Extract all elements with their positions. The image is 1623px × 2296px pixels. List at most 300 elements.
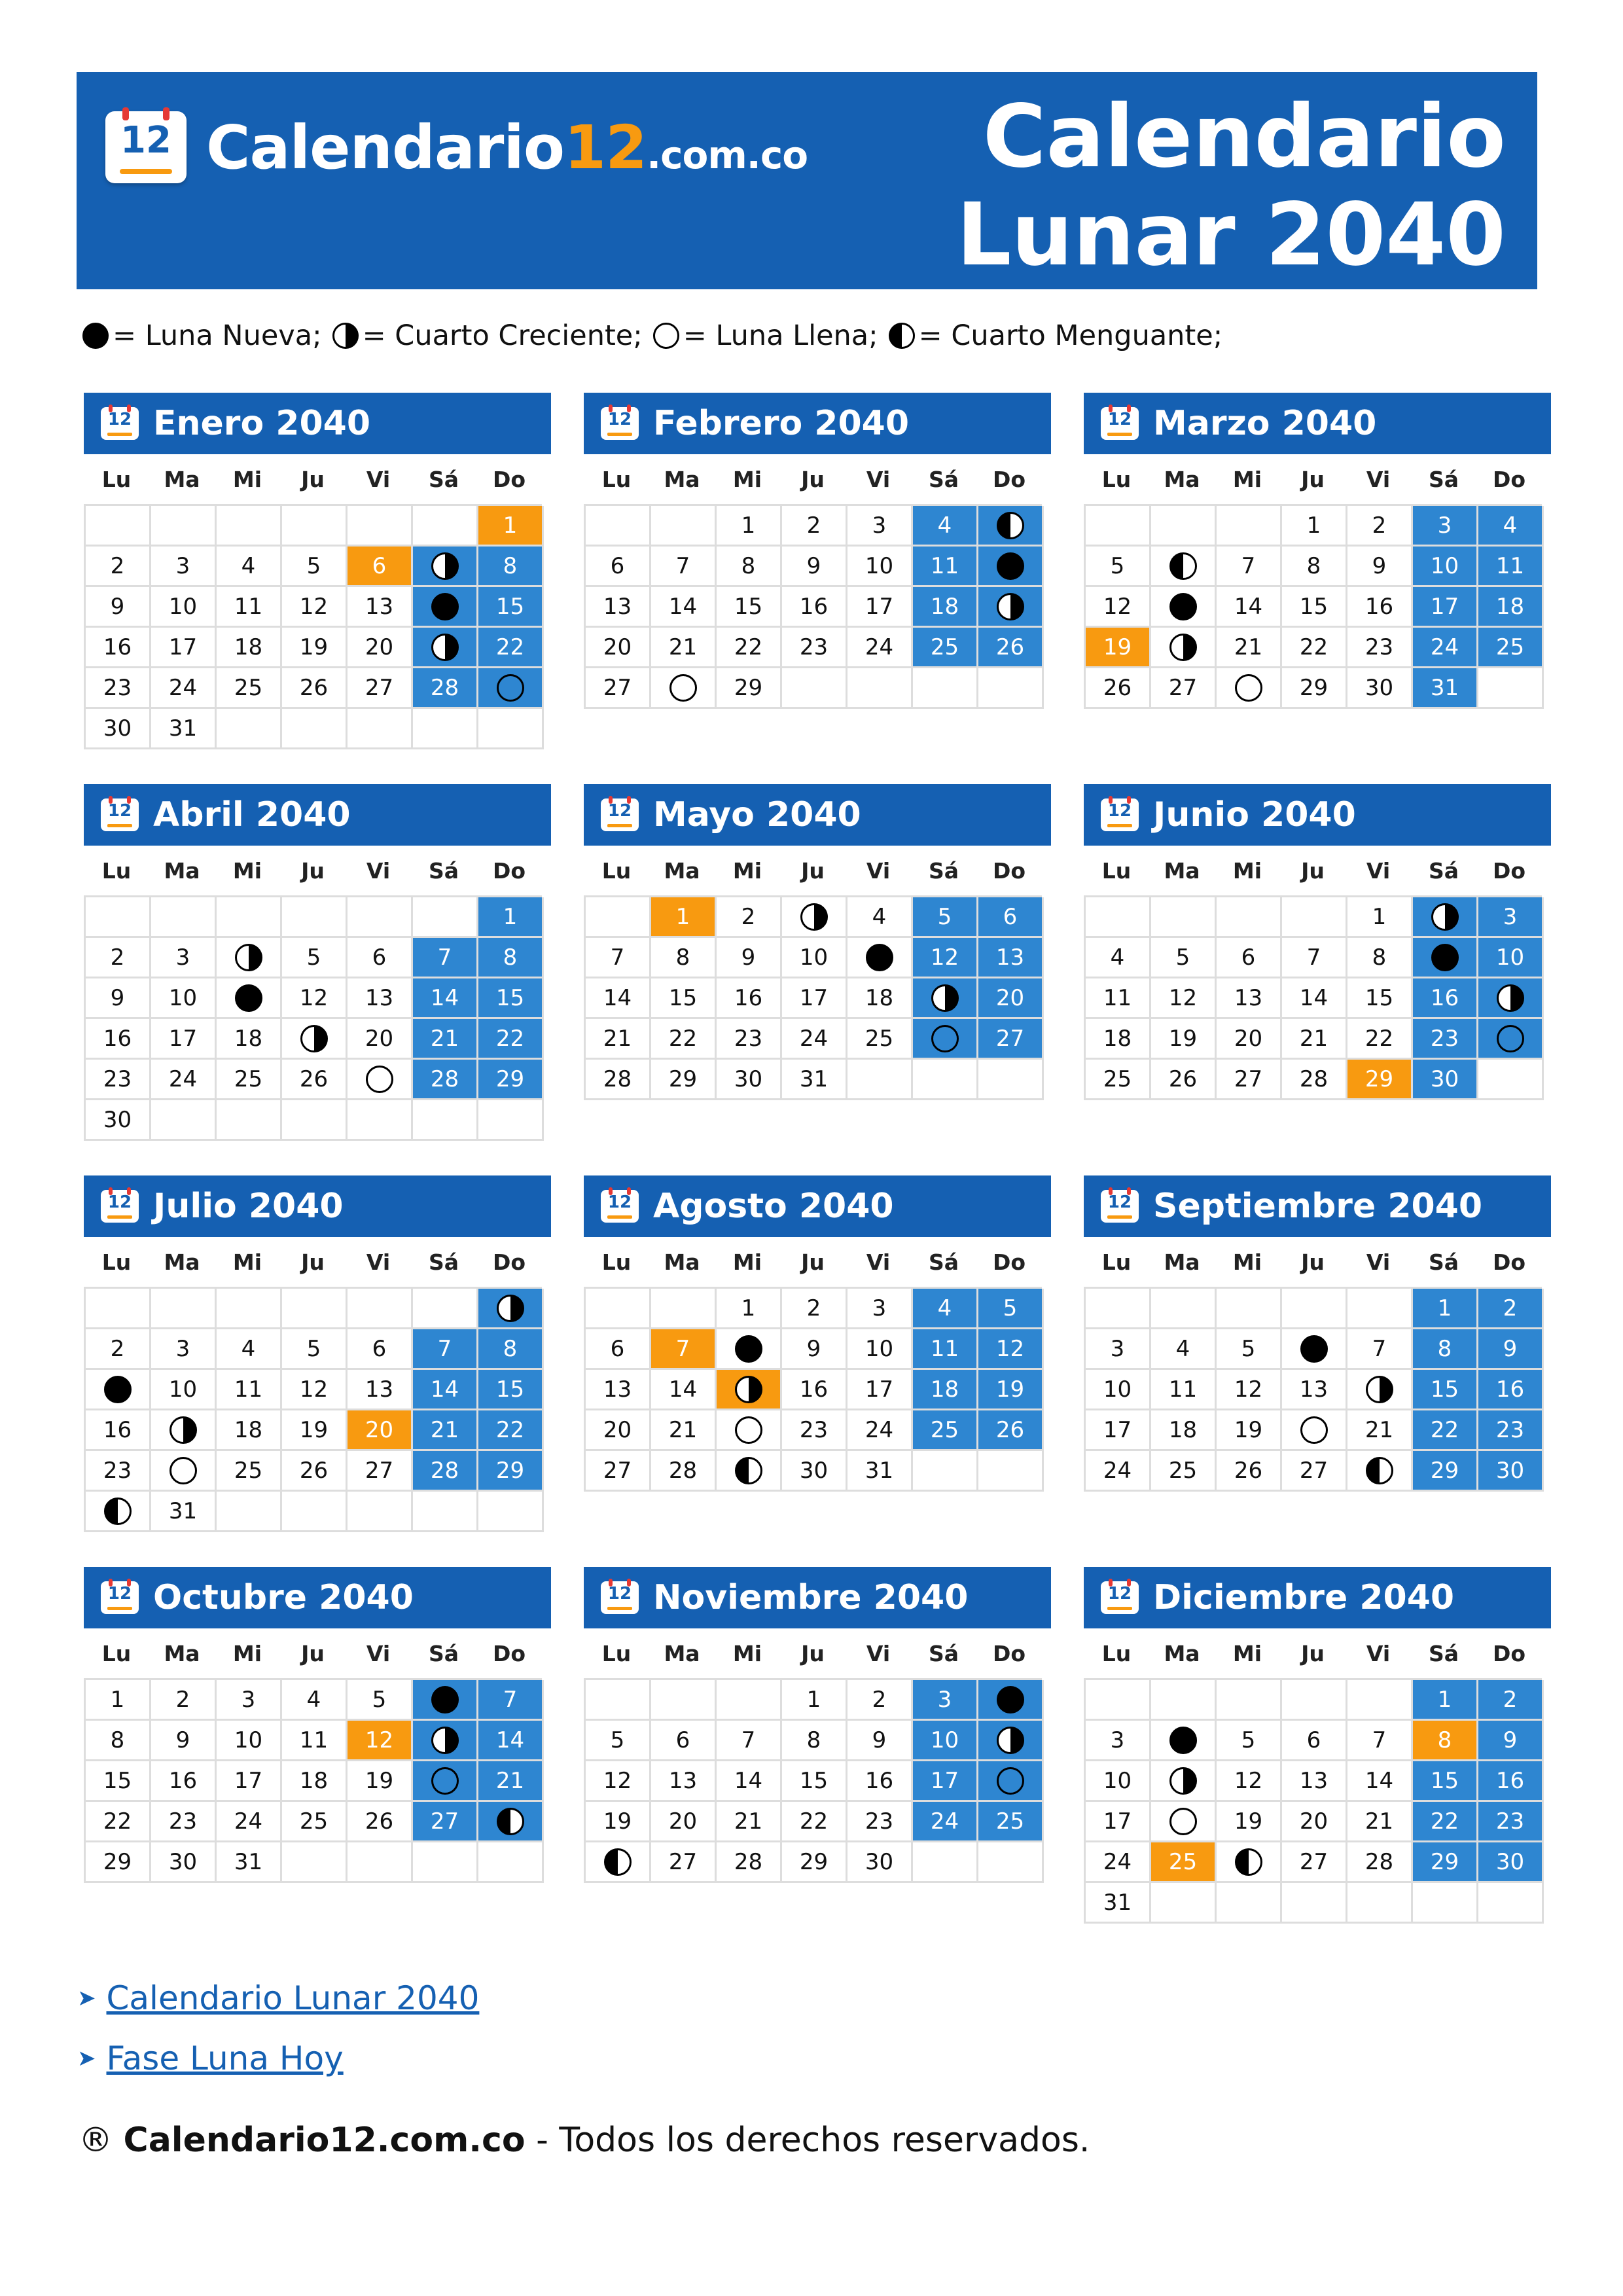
- empty-cell: [478, 1842, 544, 1883]
- day-cell: 12: [348, 1721, 413, 1761]
- empty-cell: [1478, 1883, 1544, 1924]
- day-cell: 8: [651, 938, 717, 978]
- day-grid: [584, 1287, 1042, 1492]
- day-cell: [1282, 1410, 1347, 1451]
- last-quarter-icon: [889, 323, 915, 349]
- day-cell: 27: [348, 668, 413, 709]
- calendar-icon: 12: [1101, 407, 1139, 440]
- calendar-icon: 12: [1101, 798, 1139, 831]
- day-cell: 15: [1282, 587, 1347, 628]
- empty-cell: [348, 1289, 413, 1329]
- day-cell: 10: [151, 1370, 217, 1410]
- day-cell: 16: [86, 1019, 151, 1060]
- day-cell: [978, 1721, 1044, 1761]
- new-moon-icon: [82, 323, 109, 349]
- empty-cell: [1151, 897, 1217, 938]
- empty-cell: [282, 1100, 348, 1141]
- day-cell: 19: [1217, 1802, 1282, 1842]
- weekday-label: Do: [992, 466, 1026, 492]
- day-cell: 7: [413, 938, 478, 978]
- link-calendario-lunar[interactable]: ➤ Calendario Lunar 2040: [77, 1979, 480, 2017]
- weekday-header-row: [584, 454, 1042, 504]
- day-cell: 7: [413, 1329, 478, 1370]
- weekday-label: Ma: [1164, 466, 1200, 492]
- day-cell: [1413, 897, 1478, 938]
- day-cell: 6: [651, 1721, 717, 1761]
- last-quarter-icon: [735, 1457, 762, 1484]
- day-cell: 11: [913, 1329, 978, 1370]
- day-cell: 13: [1282, 1761, 1347, 1802]
- day-cell: 27: [1151, 668, 1217, 709]
- day-grid: [84, 1287, 542, 1532]
- month-calendar: [584, 784, 1051, 1100]
- day-cell: 26: [1217, 1451, 1282, 1492]
- day-cell: 21: [717, 1802, 782, 1842]
- weekday-label: Ju: [801, 857, 825, 884]
- day-cell: 25: [1151, 1842, 1217, 1883]
- day-cell: 5: [913, 897, 978, 938]
- day-cell: [782, 897, 847, 938]
- day-cell: 10: [1086, 1761, 1151, 1802]
- day-cell: 23: [1478, 1802, 1544, 1842]
- empty-cell: [151, 1100, 217, 1141]
- day-cell: 12: [282, 1370, 348, 1410]
- empty-cell: [348, 709, 413, 749]
- day-cell: 24: [913, 1802, 978, 1842]
- day-cell: [1151, 1761, 1217, 1802]
- day-cell: 22: [478, 1019, 544, 1060]
- day-cell: 14: [651, 587, 717, 628]
- day-cell: 18: [217, 1019, 282, 1060]
- full-moon-icon: [1300, 1416, 1328, 1444]
- day-cell: 10: [151, 978, 217, 1019]
- month-title: Junio 2040: [1153, 795, 1356, 834]
- day-cell: 23: [782, 628, 847, 668]
- day-cell: 15: [478, 978, 544, 1019]
- weekday-label: Ma: [164, 857, 200, 884]
- day-cell: 28: [413, 668, 478, 709]
- empty-cell: [86, 506, 151, 547]
- calendar-icon: 12: [101, 407, 139, 440]
- empty-cell: [1413, 1883, 1478, 1924]
- day-cell: 10: [151, 587, 217, 628]
- day-cell: 4: [1151, 1329, 1217, 1370]
- empty-cell: [348, 1492, 413, 1532]
- day-cell: 4: [217, 547, 282, 587]
- new-moon-icon: [997, 1686, 1024, 1713]
- day-cell: 30: [1478, 1842, 1544, 1883]
- day-cell: 8: [1282, 547, 1347, 587]
- day-cell: 11: [1151, 1370, 1217, 1410]
- day-grid: [84, 1678, 542, 1883]
- day-cell: 14: [413, 1370, 478, 1410]
- empty-cell: [282, 1842, 348, 1883]
- empty-cell: [348, 1100, 413, 1141]
- day-grid: [84, 504, 542, 749]
- empty-cell: [1086, 506, 1151, 547]
- month-header: [84, 1567, 551, 1628]
- empty-cell: [782, 668, 847, 709]
- weekday-header-row: [1084, 454, 1542, 504]
- day-cell: 13: [1217, 978, 1282, 1019]
- weekday-label: Mi: [232, 1640, 262, 1666]
- empty-cell: [348, 1842, 413, 1883]
- day-cell: 4: [1478, 506, 1544, 547]
- weekday-label: Ma: [664, 1640, 700, 1666]
- calendar-icon: 12: [1101, 1190, 1139, 1223]
- moon-phase-legend: [82, 319, 1222, 352]
- day-cell: 21: [478, 1761, 544, 1802]
- day-cell: 15: [478, 587, 544, 628]
- day-cell: 14: [586, 978, 651, 1019]
- day-cell: 18: [1151, 1410, 1217, 1451]
- day-cell: 1: [478, 506, 544, 547]
- day-cell: 28: [717, 1842, 782, 1883]
- full-moon-icon: [1497, 1025, 1524, 1052]
- empty-cell: [1282, 1883, 1347, 1924]
- full-moon-icon: [497, 674, 524, 702]
- empty-cell: [413, 709, 478, 749]
- empty-cell: [1151, 1289, 1217, 1329]
- empty-cell: [217, 1289, 282, 1329]
- day-cell: 14: [1217, 587, 1282, 628]
- day-cell: 7: [651, 547, 717, 587]
- first-quarter-icon: [235, 944, 262, 971]
- calendar-icon: 12: [601, 798, 639, 831]
- day-cell: 31: [151, 709, 217, 749]
- day-cell: 8: [478, 938, 544, 978]
- day-cell: 24: [217, 1802, 282, 1842]
- day-cell: 7: [1282, 938, 1347, 978]
- empty-cell: [978, 1451, 1044, 1492]
- day-cell: 16: [782, 1370, 847, 1410]
- day-cell: 2: [86, 1329, 151, 1370]
- day-cell: 8: [1347, 938, 1413, 978]
- day-cell: 27: [348, 1451, 413, 1492]
- day-cell: 16: [1478, 1761, 1544, 1802]
- new-moon-icon: [235, 984, 262, 1012]
- day-cell: 26: [348, 1802, 413, 1842]
- new-moon-icon: [1431, 944, 1459, 971]
- day-cell: 10: [847, 1329, 913, 1370]
- weekday-label: Do: [492, 466, 526, 492]
- day-cell: [217, 938, 282, 978]
- title-line-1: Calendario: [982, 86, 1506, 187]
- first-quarter-icon: [431, 634, 459, 661]
- day-cell: 1: [782, 1680, 847, 1721]
- month-calendar: [1084, 784, 1551, 1100]
- day-cell: 11: [217, 1370, 282, 1410]
- empty-cell: [1217, 506, 1282, 547]
- weekday-header-row: [1084, 1628, 1542, 1678]
- day-cell: 24: [847, 628, 913, 668]
- day-cell: [86, 1370, 151, 1410]
- day-cell: 23: [151, 1802, 217, 1842]
- weekday-label: Do: [992, 857, 1026, 884]
- day-cell: 8: [1413, 1721, 1478, 1761]
- weekday-label: Mi: [732, 1249, 762, 1275]
- new-moon-icon: [1169, 593, 1197, 620]
- arrow-icon: ➤: [77, 2045, 96, 2072]
- last-quarter-icon: [1235, 1848, 1262, 1876]
- day-cell: 26: [1151, 1060, 1217, 1100]
- day-cell: 19: [586, 1802, 651, 1842]
- day-cell: 13: [586, 1370, 651, 1410]
- day-cell: 5: [348, 1680, 413, 1721]
- empty-cell: [1217, 897, 1282, 938]
- day-cell: 18: [217, 1410, 282, 1451]
- month-title: Septiembre 2040: [1153, 1187, 1483, 1226]
- day-cell: 20: [586, 628, 651, 668]
- day-cell: 29: [478, 1451, 544, 1492]
- day-cell: 3: [1086, 1329, 1151, 1370]
- weekday-label: Mi: [1232, 466, 1262, 492]
- day-cell: 12: [1151, 978, 1217, 1019]
- day-cell: [717, 1451, 782, 1492]
- day-cell: 29: [86, 1842, 151, 1883]
- weekday-label: Vi: [866, 1249, 891, 1275]
- empty-cell: [478, 1492, 544, 1532]
- month-header: [1084, 1175, 1551, 1237]
- day-cell: 9: [151, 1721, 217, 1761]
- day-cell: 28: [586, 1060, 651, 1100]
- day-cell: 5: [282, 938, 348, 978]
- day-cell: 8: [478, 547, 544, 587]
- weekday-label: Sá: [928, 857, 959, 884]
- day-cell: 31: [782, 1060, 847, 1100]
- day-cell: 20: [348, 1019, 413, 1060]
- day-cell: 16: [86, 628, 151, 668]
- day-cell: 5: [282, 547, 348, 587]
- day-cell: 13: [586, 587, 651, 628]
- empty-cell: [348, 897, 413, 938]
- empty-cell: [1478, 668, 1544, 709]
- month-header: [1084, 784, 1551, 846]
- day-cell: 8: [478, 1329, 544, 1370]
- day-cell: [717, 1370, 782, 1410]
- day-cell: 5: [1217, 1329, 1282, 1370]
- day-grid: [584, 1678, 1042, 1883]
- empty-cell: [586, 1680, 651, 1721]
- day-cell: 18: [1478, 587, 1544, 628]
- empty-cell: [1151, 1680, 1217, 1721]
- day-cell: [913, 1019, 978, 1060]
- day-cell: 23: [1347, 628, 1413, 668]
- day-cell: 14: [717, 1761, 782, 1802]
- page-header: [77, 72, 1537, 289]
- day-cell: 16: [782, 587, 847, 628]
- weekday-header-row: [584, 1628, 1042, 1678]
- day-cell: 31: [1086, 1883, 1151, 1924]
- day-cell: 29: [1413, 1451, 1478, 1492]
- day-cell: [282, 1019, 348, 1060]
- weekday-header-row: [84, 1628, 542, 1678]
- day-cell: 25: [913, 1410, 978, 1451]
- weekday-label: Ju: [1301, 857, 1325, 884]
- month-calendar: [584, 393, 1051, 709]
- day-cell: [913, 978, 978, 1019]
- calendar-icon: 12: [1101, 1581, 1139, 1614]
- day-cell: 9: [782, 547, 847, 587]
- day-grid: [1084, 1678, 1542, 1924]
- day-cell: 20: [348, 628, 413, 668]
- weekday-label: Ma: [164, 1249, 200, 1275]
- day-cell: 28: [651, 1451, 717, 1492]
- day-cell: 2: [151, 1680, 217, 1721]
- weekday-label: Vi: [366, 857, 391, 884]
- empty-cell: [1282, 1289, 1347, 1329]
- day-cell: [978, 547, 1044, 587]
- empty-cell: [217, 709, 282, 749]
- day-cell: 15: [1413, 1370, 1478, 1410]
- day-cell: 15: [1347, 978, 1413, 1019]
- day-cell: 15: [478, 1370, 544, 1410]
- first-quarter-icon: [431, 1727, 459, 1754]
- day-cell: 25: [217, 1451, 282, 1492]
- weekday-label: Do: [1492, 857, 1526, 884]
- day-cell: [978, 1680, 1044, 1721]
- weekday-label: Mi: [232, 1249, 262, 1275]
- full-moon-icon: [169, 1457, 197, 1484]
- day-cell: 25: [913, 628, 978, 668]
- empty-cell: [413, 897, 478, 938]
- day-cell: 22: [651, 1019, 717, 1060]
- day-cell: 28: [1347, 1842, 1413, 1883]
- weekday-label: Vi: [1366, 1249, 1391, 1275]
- weekday-label: Ma: [664, 1249, 700, 1275]
- month-header: [584, 1567, 1051, 1628]
- first-quarter-icon: [332, 323, 359, 349]
- site-logo[interactable]: [105, 111, 808, 183]
- day-cell: 16: [1413, 978, 1478, 1019]
- weekday-label: Lu: [101, 1249, 132, 1275]
- last-quarter-icon: [604, 1848, 632, 1876]
- weekday-label: Mi: [232, 466, 262, 492]
- day-cell: 30: [151, 1842, 217, 1883]
- day-cell: [978, 587, 1044, 628]
- day-cell: [717, 1329, 782, 1370]
- month-calendar: [1084, 1175, 1551, 1492]
- day-cell: [151, 1410, 217, 1451]
- day-cell: 8: [1413, 1329, 1478, 1370]
- day-cell: 22: [782, 1802, 847, 1842]
- day-cell: 19: [282, 628, 348, 668]
- weekday-label: Vi: [1366, 466, 1391, 492]
- day-cell: [1151, 1721, 1217, 1761]
- day-cell: 7: [1347, 1329, 1413, 1370]
- empty-cell: [282, 506, 348, 547]
- day-cell: 30: [1347, 668, 1413, 709]
- day-cell: 22: [1413, 1410, 1478, 1451]
- day-cell: 27: [978, 1019, 1044, 1060]
- day-cell: 4: [913, 1289, 978, 1329]
- day-cell: 16: [1478, 1370, 1544, 1410]
- empty-cell: [478, 1100, 544, 1141]
- first-quarter-icon: [1169, 1767, 1197, 1795]
- day-cell: 12: [282, 978, 348, 1019]
- weekday-header-row: [84, 1237, 542, 1287]
- empty-cell: [1151, 1883, 1217, 1924]
- first-quarter-icon: [1497, 984, 1524, 1012]
- day-grid: [584, 504, 1042, 709]
- empty-cell: [1217, 1680, 1282, 1721]
- weekday-header-row: [84, 846, 542, 895]
- empty-cell: [1217, 1289, 1282, 1329]
- weekday-label: Vi: [866, 857, 891, 884]
- month-calendar: [84, 393, 551, 749]
- month-header: [84, 393, 551, 454]
- day-cell: 29: [1347, 1060, 1413, 1100]
- day-cell: [86, 1492, 151, 1532]
- weekday-label: Ma: [1164, 857, 1200, 884]
- day-cell: 25: [282, 1802, 348, 1842]
- day-cell: [413, 587, 478, 628]
- day-cell: 3: [913, 1680, 978, 1721]
- day-cell: 21: [413, 1410, 478, 1451]
- first-quarter-icon: [997, 593, 1024, 620]
- empty-cell: [847, 668, 913, 709]
- day-cell: 16: [717, 978, 782, 1019]
- day-cell: 27: [413, 1802, 478, 1842]
- month-header: [584, 393, 1051, 454]
- day-cell: 17: [1086, 1410, 1151, 1451]
- day-cell: 19: [282, 1410, 348, 1451]
- month-calendar: [1084, 393, 1551, 709]
- link-fase-luna-hoy[interactable]: ➤ Fase Luna Hoy: [77, 2039, 344, 2077]
- day-cell: [847, 938, 913, 978]
- day-cell: 7: [478, 1680, 544, 1721]
- day-cell: 14: [651, 1370, 717, 1410]
- calendar-icon: 12: [601, 1581, 639, 1614]
- day-cell: 21: [1347, 1410, 1413, 1451]
- day-cell: 23: [1413, 1019, 1478, 1060]
- day-cell: 30: [86, 1100, 151, 1141]
- day-cell: 15: [86, 1761, 151, 1802]
- weekday-header-row: [584, 1237, 1042, 1287]
- day-cell: 19: [348, 1761, 413, 1802]
- empty-cell: [1282, 897, 1347, 938]
- day-cell: 10: [913, 1721, 978, 1761]
- empty-cell: [413, 1289, 478, 1329]
- last-quarter-icon: [497, 1808, 524, 1835]
- first-quarter-icon: [1366, 1376, 1393, 1403]
- day-cell: 28: [413, 1451, 478, 1492]
- day-cell: 18: [913, 1370, 978, 1410]
- calendar-icon: 12: [601, 407, 639, 440]
- empty-cell: [413, 1492, 478, 1532]
- day-cell: [348, 1060, 413, 1100]
- day-cell: 26: [1086, 668, 1151, 709]
- day-cell: 17: [217, 1761, 282, 1802]
- day-cell: 20: [348, 1410, 413, 1451]
- full-moon-icon: [735, 1416, 762, 1444]
- day-cell: 27: [651, 1842, 717, 1883]
- last-quarter-icon: [1366, 1457, 1393, 1484]
- month-title: Agosto 2040: [653, 1187, 894, 1226]
- month-title: Noviembre 2040: [653, 1578, 969, 1617]
- day-cell: 20: [1217, 1019, 1282, 1060]
- weekday-label: Vi: [1366, 857, 1391, 884]
- month-title: Enero 2040: [153, 404, 371, 443]
- day-cell: 6: [1217, 938, 1282, 978]
- empty-cell: [651, 1289, 717, 1329]
- weekday-label: Vi: [366, 1249, 391, 1275]
- month-calendar: [84, 1567, 551, 1883]
- day-cell: [217, 978, 282, 1019]
- page-title: [956, 88, 1506, 284]
- empty-cell: [413, 1842, 478, 1883]
- month-calendar: [84, 1175, 551, 1532]
